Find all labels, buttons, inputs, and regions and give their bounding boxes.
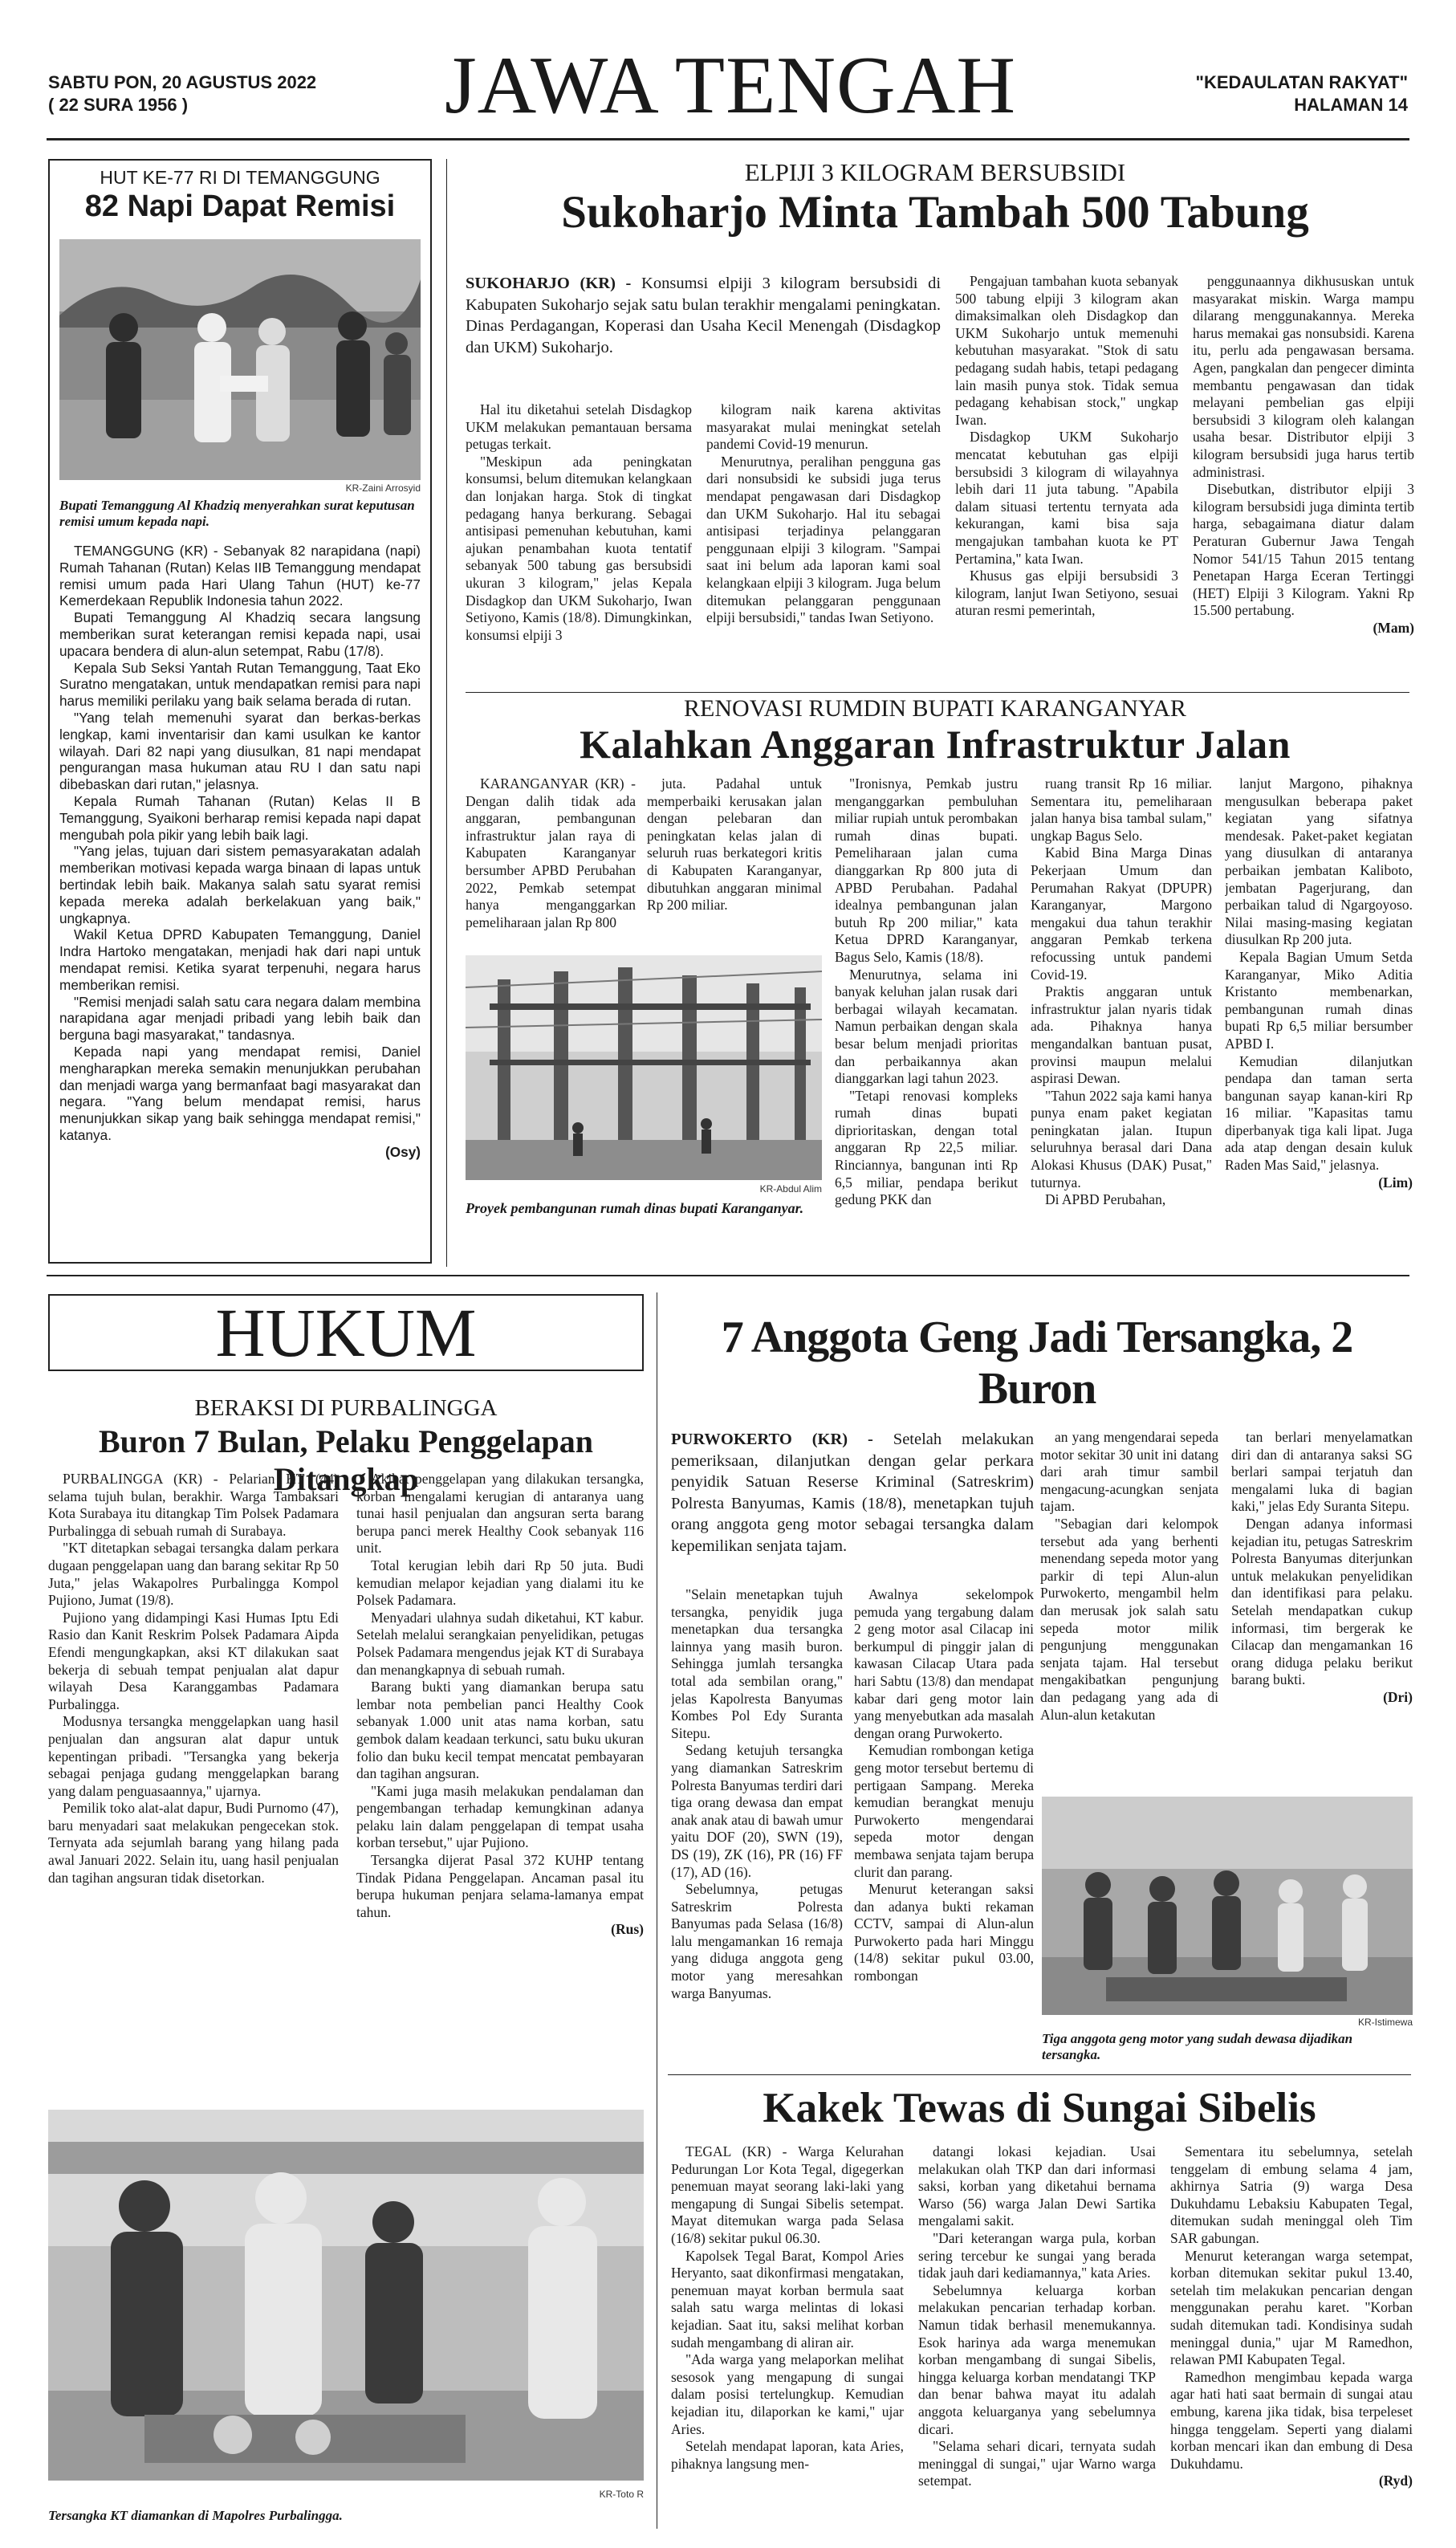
buron-col-2 — [356, 1471, 644, 2081]
paragraph: Kepala Rumah Tahanan (Rutan) Kelas II B Temanggung, Syaikoni berharap remisi kepada napi dapat mengubah pola pikir yang lebih baik lagi. — [59, 792, 421, 843]
paragraph: Menyadari ulahnya sudah diketahui, KT kabur. Setelah melalui serangkaian penyelidikan, petugas Polsek Padamara mengendus jejak KT di Surabaya dan menangkapnya di sebuah rumah. — [356, 1609, 644, 1678]
elpiji-col-3 — [955, 273, 1178, 690]
paragraph: Barang bukti yang diamankan berupa satu lembar nota pembelian panci Healthy Cook sebanyak 1.000 unit atas nama korban, satu gembok dalam keadaan terkunci, satu buku ukuran folio dan buku kecil tempat mencatat pembayaran dan tagihan angsuran. — [356, 1679, 644, 1782]
napi-headline: 82 Napi Dapat Remisi — [84, 189, 396, 223]
paragraph: Sebelumnya keluarga korban melakukan pencarian terhadap korban. Namun tidak berhasil menemukannya. Esok harinya ada warga menemukan korban mengambang di sungai Sibelis, hingga keluarga korban mendatangi TKP dan benar bahwa mayat itu adalah anggota keluarganya yang sebelumnya dicari. — [918, 2281, 1156, 2437]
byline-signature: (Mam) — [1373, 619, 1414, 636]
napi-caption: Bupati Temanggung Al Khadziq menyerahkan surat keputusan remisi umum kepada napi. — [59, 498, 415, 529]
paragraph: Setelah mendapat laporan, kata Aries, pihaknya langsung men- — [671, 2438, 904, 2472]
paragraph: Ramedhon mengimbau kepada warga agar hati hati saat bermain di sungai atau embung, karena jika tidak, bisa terpeleset hingga tenggelam. Seperti yang dialami korban mencari ikan dan embung di Desa Dukuhdamu. — [1170, 2368, 1413, 2472]
paragraph: "Meskipun ada peningkatan konsumsi, belum ditemukan kelangkaan dan lonjakan harga. Stok di tingkat pedagang hanya berkurang. Sebagai antisipasi pemenuhan kebutuhan, kami ajukan penambahan kuota tentatif sebanyak 500 tabung gas bersubsidi ukuran 3 kilogram," jelas Kepala Disdagkop dan UKM Sukoharjo, Iwan Setiyono, Kamis (18/8). Dimungkinkan, konsumsi elpiji 3 — [466, 453, 692, 643]
buron-kicker: BERAKSI DI PURBALINGGA — [194, 1395, 498, 1421]
paragraph: "Ironisnya, Pemkab justru menganggarkan pembuluhan miliar rupiah untuk perombakan rumah dinas bupati. Pemeliharaan jalan cuma dianggarkan Rp 800 juta di APBD Perubahan. Padahal idealnya pembangunan jalan butuh Rp 200 miliar," kata Ketua DPRD Karanganyar, Bagus Selo, Kamis (18/8). — [835, 775, 1018, 965]
section-title: JAWA TENGAH — [444, 40, 1017, 131]
geng-lead — [671, 1429, 1034, 1557]
napi-photo-credit: KR-Zaini Arrosyid — [345, 482, 421, 494]
geng-lead-text: Setelah melakukan pemeriksaan, dilanjutkan dengan gelar perkara penyidik Satuan Reserse Kriminal (Satreskrim) Polresta Banyumas, Kamis (18/8), menetapkan tujuh orang anggota geng motor sebagai tersangka dalam kepemilikan senjata tajam. — [671, 1431, 1034, 1555]
byline-signature: (Lim) — [1378, 1174, 1413, 1191]
column-divider — [446, 159, 447, 1267]
hukum-label: HUKUM — [215, 1294, 477, 1371]
byline-signature: (Ryd) — [1378, 2473, 1413, 2489]
paragraph: "KT ditetapkan sebagai tersangka dalam perkara dugaan penggelapan uang dan barang sekitar Rp 50 Juta," jelas Wakapolres Purbalingga Kompol Pujiono, Jumat (19/8). — [48, 1540, 339, 1609]
paragraph: KARANGANYAR (KR) - Dengan dalih tidak ada anggaran, pembangunan infrastruktur jalan raya di Kabupaten Karanganyar bersumber APBD Perubahan 2022, Pemkab setempat hanya menganggarkan pemeliharaan jalan Rp 800 — [466, 775, 636, 930]
paragraph: Sementara itu sebelumnya, setelah tenggelam di embung selama 4 jam, akhirnya Satria (9) warga Desa Dukuhdamu Lebaksiu Kabupaten Tegal, ditemukan sudah meninggal oleh Tim SAR gabungan. — [1170, 2143, 1413, 2246]
elpiji-col-1 — [466, 401, 692, 690]
geng-photo-credit: KR-Istimewa — [1357, 2017, 1413, 2028]
geng-dateline: PURWOKERTO (KR) - — [671, 1431, 873, 1448]
paragraph: Hal itu diketahui setelah Disdagkop UKM melakukan pemantauan bersama petugas terkait. — [466, 401, 692, 453]
paragraph: Menurut keterangan saksi dan adanya bukti rekaman CCTV, sampai di Alun-alun Purwokerto pada hari Minggu (14/8) sekitar pukul 03.00, rombongan — [854, 1881, 1034, 1984]
paragraph: Kepala Bagian Umum Setda Karanganyar, Miko Aditia Kristanto membenarkan, pembangunan rumah dinas bupati Rp 6,5 miliar bersumber APBD I. — [1225, 948, 1413, 1052]
byline-signature: (Dri) — [1383, 1688, 1413, 1705]
paragraph: PURBALINGGA (KR) - Pelarian KT (44) selama tujuh bulan, berakhir. Warga Tambaksari Kota Surabaya itu ditangkap Tim Polsek Padamara Purbalingga di sebuah rumah di Surabaya. — [48, 1471, 339, 1539]
paragraph: Sebelumnya, petugas Satreskrim Polresta Banyumas pada Selasa (16/8) lalu mengamankan 16 remaja yang diduga anggota geng motor yang meresahkan warga Banyumas. — [671, 1881, 843, 2001]
rumdin-caption: Proyek pembangunan rumah dinas bupati Karanganyar. — [466, 1200, 804, 1216]
paragraph: Menurutnya, peralihan pengguna gas dari nonsubsidi ke subsidi juga terus mendapat pengawasan dari Disdagkop dan UKM Sukoharjo. Hal itu sebagai antisipasi terjadinya pelanggaran penggunaan elpiji 3 kilogram. "Sampai saat ini belum ada laporan kami soal kelangkaan elpiji 3 kilogram. Juga belum ditemukan pelanggaran penggunaan elpiji bersubsidi," tandas Iwan Setiyono. — [706, 453, 941, 626]
paragraph: "Tahun 2022 saja kami hanya punya enam paket kegiatan peningkatan jalan. Itupun seluruhnya berasal dari Dana Alokasi Khusus (DAK) Pusat," tuturnya. — [1031, 1087, 1212, 1191]
napi-photo — [59, 239, 421, 480]
kakek-col-2 — [918, 2143, 1156, 2527]
paragraph: Modusnya tersangka menggelapkan uang hasil penjualan dan angsuran alat dapur untuk kepentingan pribadi. "Tersangka yang bekerja sebagai penjaga gudang menggelapkan barang yang dalam penguasaannya," ujarnya. — [48, 1713, 339, 1799]
issue-date: SABTU PON, 20 AGUSTUS 2022 — [48, 72, 317, 92]
paragraph: "Remisi menjadi salah satu cara negara dalam membina narapidana agar menjadi pribadi yang lebih baik dan berguna bagi masyarakat," tandasnya. — [59, 993, 421, 1044]
paragraph: Sedang ketujuh tersangka yang diamankan Satreskrim Polresta Banyumas terdiri dari tiga orang dewasa dan empat anak anak atau di bawah umur yaitu DOF (20), SWN (19), DS (19), ZK (16), PR (16) FF (17), AD (16). — [671, 1742, 843, 1880]
paragraph: Wakil Ketua DPRD Kabupaten Temanggung, Daniel Indra Hartoko mengatakan, menjadi hak dari napi untuk mendapat remisi. Ketika syarat terpenuhi, negara harus memberikan remisi. — [59, 926, 421, 993]
paragraph: Kabid Bina Marga Dinas Pekerjaan Umum dan Perumahan Rakyat (DPUPR) Karanganyar, Margono mengakui dua tahun terakhir anggaran Pemkab terkena refocussing untuk pandemi Covid-19. — [1031, 845, 1212, 983]
paragraph: juta. Padahal untuk memperbaiki kerusakan jalan dengan pelebaran dan peningkatan kelas jalan di seluruh ruas berkategori kritis di Kabupaten Karanganyar, dibutuhkan anggaran minimal Rp 200 miliar. — [647, 775, 822, 914]
paragraph: "Kami juga masih melakukan pendalaman dan pengembangan terhadap kemungkinan adanya pelaku lain dalam penggelapan di tempat usaha korban tersebut," ujar Pujiono. — [356, 1782, 644, 1851]
buron-caption: Tersangka KT diamankan di Mapolres Purbalingga. — [48, 2508, 343, 2523]
elpiji-col-4 — [1193, 273, 1414, 690]
elpiji-lead — [466, 273, 941, 358]
hijri-date: ( 22 SURA 1956 ) — [48, 95, 189, 115]
paragraph: "Dari keterangan warga pula, korban sering tercebur ke sungai yang berada tidak jauh dari kediamannya," kata Aries. — [918, 2229, 1156, 2281]
geng-headline: 7 Anggota Geng Jadi Tersangka, 2 Buron — [721, 1313, 1353, 1414]
paragraph: TEGAL (KR) - Warga Kelurahan Pedurungan Lor Kota Tegal, digegerkan penemuan mayat seorang laki-laki yang mengapung di Sungai Sibelis setempat. Mayat ditemukan warga pada Selasa (16/8) sekitar pukul 06.30. — [671, 2143, 904, 2246]
header-rule — [47, 138, 1409, 140]
paragraph: Dengan adanya informasi kejadian itu, petugas Satreskrim Polresta Banyumas diterjunkan untuk melakukan penyelidikan dan identifikasi para pelaku. Setelah mendapatkan cukup informasi, tim bergerak ke Cilacap dan mengamankan 16 orang diduga pelaku berikut barang bukti. — [1231, 1515, 1413, 1688]
paragraph: Kapolsek Tegal Barat, Kompol Aries Heryanto, saat dikonfirmasi mengatakan, penemuan mayat korban bermula saat salah satu warga melintas di lokasi kejadian. Saat itu, saksi melihat korban sudah mengambang di aliran air. — [671, 2247, 904, 2351]
paragraph: kilogram naik karena aktivitas masyarakat mulai meningkat setelah pandemi Covid-19 menurun. — [706, 401, 941, 453]
paragraph: TEMANGGUNG (KR) - Sebanyak 82 narapidana (napi) Rumah Tahanan (Rutan) Kelas IIB Temanggung mendapat remisi umum pada Hari Ulang Tahun (HUT) ke-77 Kemerdekaan Republik Indonesia tahun 2022. — [59, 543, 421, 609]
paragraph: ruang transit Rp 16 miliar. Sementara itu, pemeliharaan jalan hanya bisa tambal sulam," ungkap Bagus Selo. — [1031, 775, 1212, 844]
byline-signature: (Rus) — [611, 1921, 644, 1938]
paragraph: datangi lokasi kejadian. Usai melakukan olah TKP dan dari informasi saksi, korban yang diketahui bernama Warso (56) warga Jalan Dewi Sartika mengalami sakit. — [918, 2143, 1156, 2229]
elpiji-rule — [466, 692, 1409, 693]
paragraph: penggunaannya dikhususkan untuk masyarakat miskin. Warga mampu dilarang menggunakannya. Mereka harus memakai gas nonsubsidi. Karena itu, perlu ada pengawasan bersama. Agen, pangkalan dan pengecer diminta membantu pengawasan dan tidak melayani pembelian gas elpiji bersubsidi 3 kilogram oleh kalangan usaha besar. Distributor elpiji 3 kilogram bersubsidi juga harus tertib administrasi. — [1193, 273, 1414, 480]
paragraph: tan berlari menyelamatkan diri dan di antaranya saksi SG berlari sampai terjatuh dan mengalami luka di bagian kaki," jelas Edy Suranta Sitepu. — [1231, 1429, 1413, 1515]
paragraph: Disebutkan, distributor elpiji 3 kilogram bersubsidi juga diminta tertib harga, sebagaimana diatur dalam Peraturan Gubernur Jawa Tengah Nomor 541/15 Tahun 2015 tentang Penetapan Harga Eceran Tertinggi (HET) Elpiji 3 Kilogram. Yakni Rp 15.500 pertabung. — [1193, 481, 1414, 619]
paragraph: "Selain menetapkan tujuh tersangka, penyidik juga menetapkan dua tersangka lainnya yang masih buron. Sehingga jumlah tersangka total ada sembilan orang," jelas Kapolresta Banyumas Kombes Pol Edy Suranta Sitepu. — [671, 1586, 843, 1741]
napi-body — [59, 543, 421, 1257]
geng-col-4 — [1231, 1429, 1413, 1798]
paragraph: Bupati Temanggung Al Khadziq secara langsung memberikan surat keterangan remisi kepada napi, usai upacara bendera di alun-alun setempat, Rabu (17/8). — [59, 609, 421, 659]
rumdin-col-5 — [1225, 775, 1413, 1257]
buron-photo — [48, 2110, 644, 2481]
rumdin-col-1 — [466, 775, 636, 950]
rumdin-col-4 — [1031, 775, 1212, 1257]
paragraph: "Tetapi renovasi kompleks rumah dinas bupati diprioritaskan, dengan total anggaran Rp 22,5 miliar. Rinciannya, bangunan inti Rp 6,5 miliar, pendapa berikut gedung PKK dan — [835, 1087, 1018, 1208]
paragraph: "Yang telah memenuhi syarat dan berkas-berkas lengkap, kami inventarisir dan kami usulkan ke kantor wilayah. Dari 82 napi yang diusulkan, 81 napi mendapat pengurangan masa hukuman atau RU I dan satu napi dibebaskan dari rutan," jelasnya. — [59, 709, 421, 793]
rumdin-photo-credit: KR-Abdul Alim — [759, 1183, 822, 1195]
napi-kicker: HUT KE-77 RI DI TEMANGGUNG — [100, 167, 380, 188]
geng-photo — [1042, 1797, 1413, 2015]
paragraph: Kemudian dilanjutkan pendapa dan taman serta bangunan sayap kanan-kiri Rp 16 miliar. "Kapasitas tamu diperbanyak tiga kali lipat. Juga ada atap dengan desain kuluk Raden Mas Said," jelasnya. — [1225, 1052, 1413, 1174]
geng-rule — [668, 2074, 1411, 2075]
paragraph: "Sebagian dari kelompok tersebut ada yang berhenti menendang sepeda motor yang parkir di tepi Alun-alun Purwokerto, mengambil helm dan merusak jok salah satu sepeda motor milik pengunjung menggunakan senjata tajam. Hal tersebut mengakibatkan pengunjung dan pedagang yang ada di Alun-alun ketakutan — [1040, 1515, 1218, 1723]
byline-signature: (Osy) — [385, 1143, 421, 1160]
paragraph: Kepada napi yang mendapat remisi, Daniel mengharapkan mereka semakin menunjukkan perubahan dan menjadi warga yang bermanfaat bagi masyarakat dan negara. "Yang belum mendapat remisi, harus menunjukkan sikap yang baik sehingga mendapat remisi," katanya. — [59, 1043, 421, 1143]
buron-photo-credit: KR-Toto R — [599, 2489, 644, 2500]
paragraph: lanjut Margono, pihaknya mengusulkan beberapa paket kegiatan yang sifatnya mendesak. Paket-paket kegiatan yang diusulkan di antaranya perbaikan jembatan Kaliboto, jembatan Pagerjurang, dan perbaikan talud di Ngargoyoso. Nilai masing-masing kegiatan diusulkan Rp 200 juta. — [1225, 775, 1413, 948]
paragraph: Disdagkop UKM Sukoharjo mencatat kebutuhan gas elpiji bersubsidi 3 kilogram di wilayahnya lebih dari 11 juta tabung. "Apabila dalam situasi tertentu ternyata ada kekurangan, kami bisa saja mengajukan tambahan kuota ke PT Pertamina," kata Iwan. — [955, 429, 1178, 567]
elpiji-dateline: SUKOHARJO (KR) - — [466, 275, 632, 292]
rumdin-kicker: RENOVASI RUMDIN BUPATI KARANGANYAR — [684, 695, 1186, 722]
paragraph: Awalnya sekelompok pemuda yang tergabung dalam 2 geng motor asal Cilacap ini berkumpul di pinggir jalan di kawasan Cilacap Utara pada hari Sabtu (13/8) dan mendapat kabar dari geng motor lain yang menyebutkan ada masalah dengan orang Purwokerto. — [854, 1586, 1034, 1741]
elpiji-col-2 — [706, 401, 941, 690]
buron-col-1 — [48, 1471, 339, 2081]
paragraph: Pujiono yang didampingi Kasi Humas Iptu Edi Rasio dan Kanit Reskrim Polsek Padamara Aipda Efendi mengungkapkan, aksi KT dilakukan saat bekerja di sebuah tempat penjualan alat dapur wilayah Desa Karanggambas Padamara Purbalingga. — [48, 1609, 339, 1712]
paragraph: "Selama sehari dicari, ternyata sudah meninggal di sungai," ujar Warno warga setempat. — [918, 2438, 1156, 2489]
elpiji-headline: Sukoharjo Minta Tambah 500 Tabung — [561, 187, 1309, 238]
geng-col-3 — [1040, 1429, 1218, 1798]
paragraph: an yang mengendarai sepeda motor sekitar 30 unit ini datang dari arah timur sambil mengacung-acungkan senjata tajam. — [1040, 1429, 1218, 1515]
kakek-headline: Kakek Tewas di Sungai Sibelis — [763, 2085, 1316, 2131]
paragraph: Akibat penggelapan yang dilakukan tersangka, korban mengalami kerugian di antaranya uang tunai hasil penjualan dan angsuran serta barang berupa panci merek Healthy Cook sebanyak 116 unit. — [356, 1471, 644, 1557]
elpiji-lead-text: Konsumsi elpiji 3 kilogram bersubsidi di Kabupaten Sukoharjo sejak satu bulan terakhir mengalami peningkatan. Dinas Perdagangan, Koperasi dan Usaha Kecil Menengah (Disdagkop dan UKM) Sukoharjo. — [466, 275, 942, 356]
elpiji-kicker: ELPIJI 3 KILOGRAM BERSUBSIDI — [744, 158, 1126, 186]
newspaper-motto: "KEDAULATAN RAKYAT" — [1195, 72, 1408, 92]
paragraph: Total kerugian lebih dari Rp 50 juta. Budi kemudian melapor kejadian yang dialami itu ke Polsek Padamara. — [356, 1557, 644, 1609]
paragraph: Pemilik toko alat-alat dapur, Budi Purnomo (47), baru menyadari saat melakukan pengecekan stok. Ternyata ada sejumlah barang yang hilang pada awal Januari 2022. Selain itu, uang hasil penjualan dan tagihan angsuran tidak disetorkan. — [48, 1800, 339, 1886]
paragraph: Khusus gas elpiji bersubsidi 3 kilogram, lanjut Iwan Setiyono, sesuai aturan resmi pemerintah, — [955, 568, 1178, 619]
paragraph: Kemudian rombongan ketiga geng motor tersebut bertemu di pertigaan Sampang. Mereka kemudian berangkat menuju Purwokerto mengendarai sepeda motor dengan membawa senjata tajam berupa clurit dan parang. — [854, 1742, 1034, 1880]
page-number: HALAMAN 14 — [1294, 95, 1408, 115]
kakek-col-3 — [1170, 2143, 1413, 2527]
paragraph: Menurutnya, selama ini banyak keluhan jalan rusak dari berbagai wilayah kecamatan. Namun perbaikan dengan skala besar belum menjadi prioritas dan perbaikannya akan dianggarkan lagi tahun 2023. — [835, 966, 1018, 1087]
paragraph: "Ada warga yang melaporkan melihat sesosok yang mengapung di sungai dalam posisi tertelungkup. Kemudian kejadian itu, dilaporkan ke kami," ujar Aries. — [671, 2351, 904, 2437]
rumdin-headline: Kalahkan Anggaran Infrastruktur Jalan — [580, 722, 1291, 767]
geng-col-2 — [854, 1586, 1034, 2012]
paragraph: Pengajuan tambahan kuota sebanyak 500 tabung elpiji 3 kilogram akan dimaksimalkan oleh Disdagkop dan UKM Sukoharjo untuk memenuhi kebutuhan masyarakat. "Stok di satu pedagang sudah habis, tetapi pedagang lain masih punya stok. Tidak semua pedagang kehabisan stock," ungkap Iwan. — [955, 273, 1178, 428]
rumdin-col-3 — [835, 775, 1018, 1257]
paragraph: Praktis anggaran untuk infrastruktur jalan nyaris tidak ada. Pihaknya hanya mengandalkan bantuan pusat, provinsi maupun melalui aspirasi Dewan. — [1031, 983, 1212, 1087]
rumdin-photo — [466, 955, 822, 1180]
paragraph: Tersangka dijerat Pasal 372 KUHP tentang Tindak Pidana Penggelapan. Ancaman pasal itu berupa hukuman penjara selama-lamanya empat tahun. — [356, 1852, 644, 1920]
rumdin-col-2 — [647, 775, 822, 950]
page-fold-rule — [47, 1275, 1409, 1276]
paragraph: Kepala Sub Seksi Yantah Rutan Temanggung, Taat Eko Suratno mengatakan, untuk mendapatkan remisi para napi harus memiliki perilaku yang baik selama berada di rutan. — [59, 659, 421, 710]
paragraph: "Yang jelas, tujuan dari sistem pemasyarakatan adalah memberikan motivasi kepada warga binaan di lapas untuk bertindak lebih baik. Makanya salah satu syarat remisi kepada mereka adalah berkelakuan yang baik," ungkapnya. — [59, 843, 421, 926]
paragraph: Di APBD Perubahan, — [1045, 1191, 1166, 1208]
kakek-col-1 — [671, 2143, 904, 2527]
buron-headline: Buron 7 Bulan, Pelaku Penggelapan Ditangkap — [98, 1423, 594, 1497]
geng-col-1 — [671, 1586, 843, 2012]
paragraph: Menurut keterangan warga setempat, korban ditemukan sekitar pukul 13.40, setelah tim melakukan pencarian dengan menggunakan perahu karet. "Korban sudah ditemukan tadi. Kondisinya sudah meninggal dunia," ujar M Ramedhon, relawan PMI Kabupaten Tegal. — [1170, 2247, 1413, 2368]
geng-caption: Tiga anggota geng motor yang sudah dewasa dijadikan tersangka. — [1042, 2031, 1353, 2062]
